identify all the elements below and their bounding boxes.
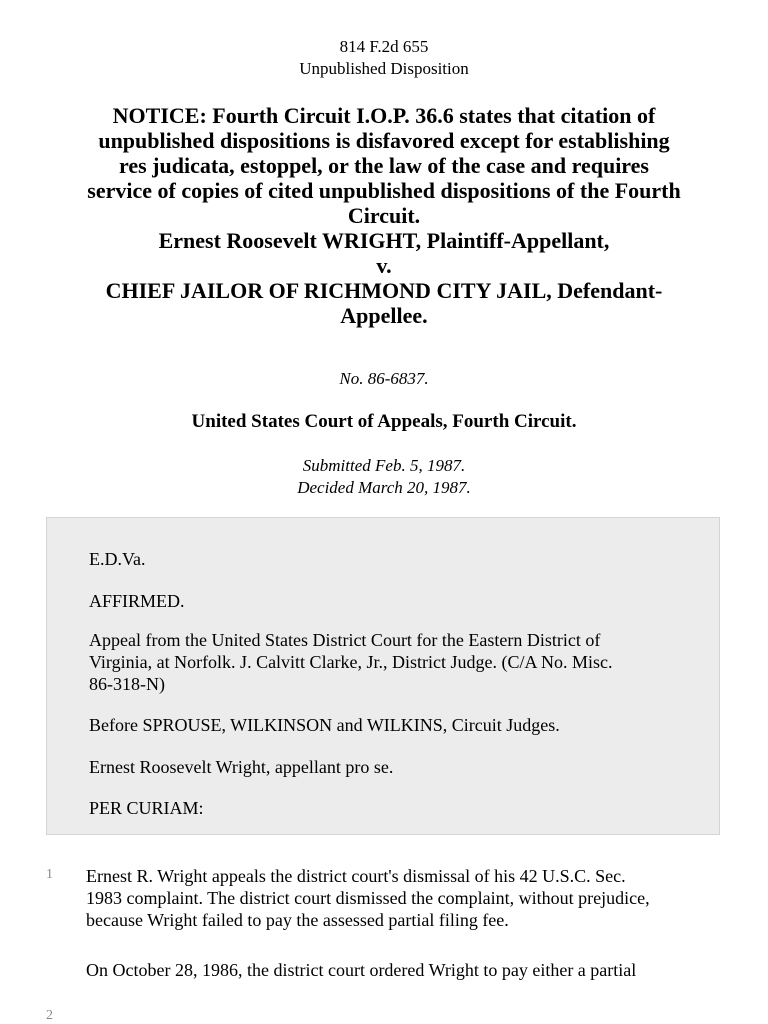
case-citation-header [0, 36, 768, 80]
parties-line: CHIEF JAILOR OF RICHMOND CITY JAIL, Defendant- [105, 278, 663, 303]
panel-judges: Before SPROUSE, WILKINSON and WILKINS, Circuit Judges. [89, 715, 560, 735]
paragraph-number: 1 [46, 867, 53, 882]
opinion-paragraph [86, 959, 726, 981]
court-name: United States Court of Appeals, Fourth Circuit. [191, 411, 577, 432]
notice-line: service of copies of cited unpublished dispositions of the Fourth [87, 178, 681, 203]
parties-line: Appellee. [340, 303, 428, 328]
notice-line: res judicata, estoppel, or the law of the case and requires [118, 153, 649, 178]
disposition-label: Unpublished Disposition [299, 59, 469, 78]
opinion-line: 1983 complaint. The district court dismissed the complaint, without prejudice, [86, 888, 650, 908]
decision-dates [0, 455, 768, 499]
per-curiam-label: PER CURIAM: [89, 798, 204, 818]
parties-line: v. [376, 253, 392, 278]
parties-line: Ernest Roosevelt WRIGHT, Plaintiff-Appellant, [158, 228, 610, 253]
notice-line: NOTICE: Fourth Circuit I.O.P. 36.6 states that citation of [112, 103, 656, 128]
notice-line: Circuit. [347, 203, 421, 228]
appeal-description [89, 629, 689, 695]
appeal-line: Appeal from the United States District Court for the Eastern District of [89, 630, 601, 650]
opinion-paragraph [86, 865, 726, 931]
appeal-line: 86-318-N) [89, 674, 165, 694]
opinion-line: Ernest R. Wright appeals the district court's dismissal of his 42 U.S.C. Sec. [86, 866, 626, 886]
submitted-date: Submitted Feb. 5, 1987. [302, 456, 466, 475]
counsel-line: Ernest Roosevelt Wright, appellant pro se. [89, 757, 394, 777]
district-label: E.D.Va. [89, 549, 146, 569]
appeal-line: Virginia, at Norfolk. J. Calvitt Clarke, Jr., District Judge. (C/A No. Misc. [89, 652, 613, 672]
notice-line: unpublished dispositions is disfavored except for establishing [98, 128, 670, 153]
paragraph-number: 2 [46, 1008, 53, 1023]
result-label: AFFIRMED. [89, 591, 185, 611]
opinion-line: On October 28, 1986, the district court ordered Wright to pay either a partial [86, 960, 637, 980]
reporter-citation: 814 F.2d 655 [339, 37, 429, 56]
case-title [40, 103, 728, 328]
decided-date: Decided March 20, 1987. [297, 478, 471, 497]
docket-number: No. 86-6837. [339, 369, 429, 388]
opinion-line: because Wright failed to pay the assessed partial filing fee. [86, 910, 509, 930]
case-summary-box [46, 517, 720, 835]
